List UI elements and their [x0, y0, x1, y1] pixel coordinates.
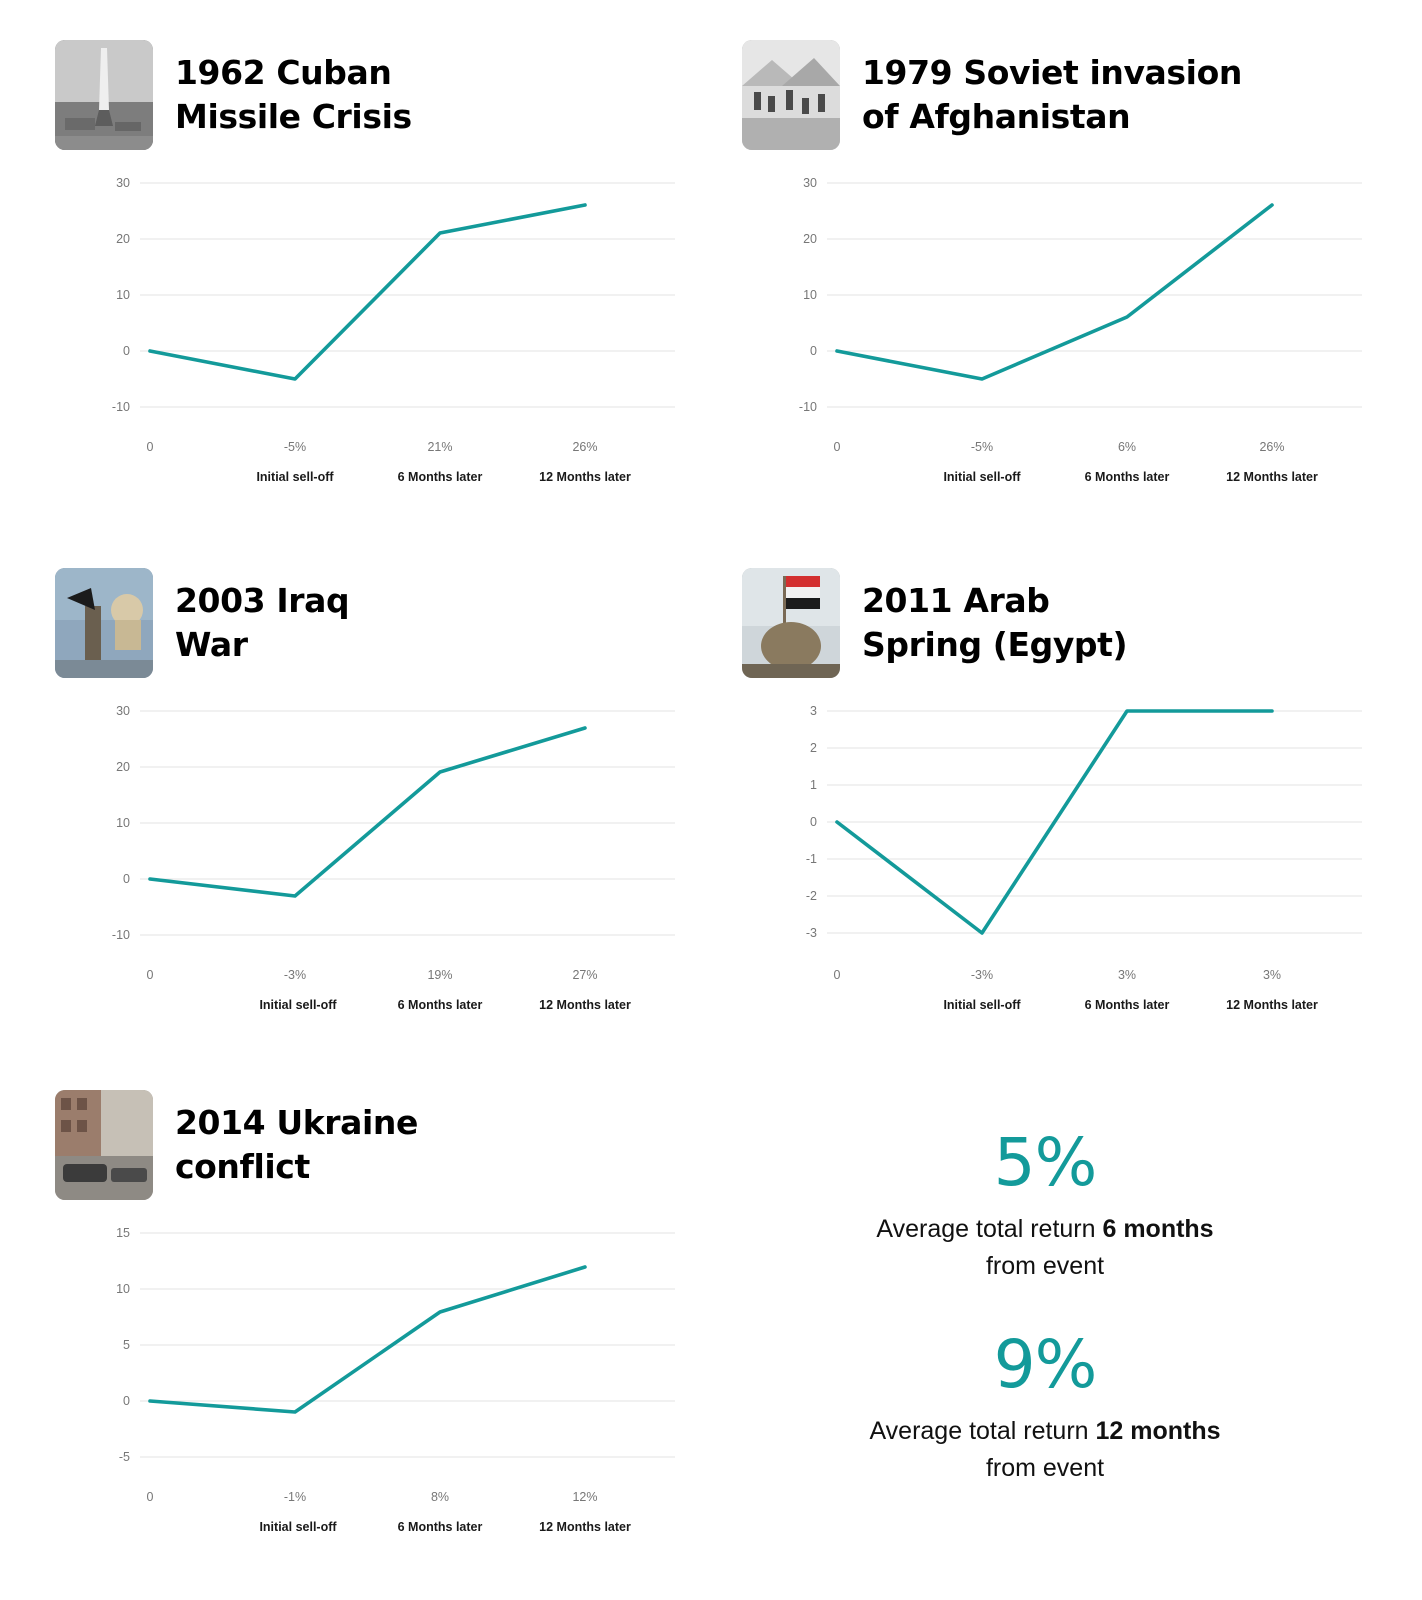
svg-text:10: 10 — [116, 288, 130, 302]
svg-text:3: 3 — [810, 706, 817, 718]
chart-panel-ukraine-conflict — [55, 1090, 675, 1534]
point-label-1: -1% — [283, 1490, 307, 1504]
svg-text:-5: -5 — [118, 1450, 130, 1464]
point-label-2: 6% — [1117, 440, 1137, 454]
chart-plot-area — [742, 178, 1362, 438]
stat-caption-post: from event — [985, 1453, 1105, 1482]
svg-text:1: 1 — [810, 778, 817, 792]
chart-panel-soviet-invasion-afghanistan — [742, 40, 1362, 484]
svg-text:10: 10 — [116, 1282, 130, 1296]
panel-title — [862, 579, 1127, 666]
chart-plot-area — [55, 178, 675, 438]
panel-title — [862, 51, 1242, 138]
svg-text:0: 0 — [123, 1394, 130, 1408]
point-label-2: 19% — [427, 968, 453, 982]
panel-header — [742, 40, 1362, 150]
svg-text:20: 20 — [116, 760, 130, 774]
chart-plot-area — [742, 706, 1362, 966]
point-label-1: -3% — [283, 968, 307, 982]
svg-text:2: 2 — [810, 741, 817, 755]
panel-title-line2: Missile Crisis — [175, 97, 412, 136]
stat-caption-6-months — [765, 1211, 1325, 1284]
svg-text:30: 30 — [116, 706, 130, 718]
stat-value-12-months: 9% — [993, 1326, 1097, 1403]
svg-text:0: 0 — [123, 872, 130, 886]
panel-title-line2: conflict — [175, 1147, 310, 1186]
stat-caption-pre: Average total return — [876, 1215, 1103, 1244]
svg-text:0: 0 — [123, 344, 130, 358]
category-label-6-months: 6 Months later — [397, 1520, 483, 1534]
point-label-3: 12% — [572, 1490, 598, 1504]
category-label-6-months: 6 Months later — [397, 998, 483, 1012]
point-label-2: 8% — [430, 1490, 450, 1504]
chart-panel-arab-spring-egypt — [742, 568, 1362, 1012]
missile-launch-photo-thumbnail — [55, 40, 153, 150]
category-label-12-months: 12 Months later — [1226, 470, 1318, 484]
summary-stat-12-months — [765, 1326, 1325, 1486]
panel-title-line1: 2014 Ukraine — [175, 1103, 419, 1143]
stat-caption-post: from event — [985, 1251, 1105, 1280]
svg-text:20: 20 — [116, 232, 130, 246]
stat-caption-bold: 6 months — [1102, 1215, 1214, 1244]
panel-header — [55, 1090, 675, 1200]
svg-text:20: 20 — [803, 232, 817, 246]
point-label-0: 0 — [146, 1490, 154, 1504]
chart-plot-area — [55, 706, 675, 966]
point-label-2: 21% — [427, 440, 453, 454]
line-chart-iraq — [55, 706, 675, 1012]
panel-header — [55, 568, 675, 678]
point-label-0: 0 — [146, 968, 154, 982]
svg-text:15: 15 — [116, 1228, 130, 1240]
category-label-12-months: 12 Months later — [539, 470, 631, 484]
svg-text:30: 30 — [116, 178, 130, 190]
svg-text:-10: -10 — [111, 928, 130, 942]
svg-text:5: 5 — [123, 1338, 130, 1352]
burned-street-photo-thumbnail — [55, 1090, 153, 1200]
summary-stat-6-months — [765, 1124, 1325, 1284]
panel-title — [175, 579, 349, 666]
panel-title-line2: War — [175, 625, 248, 664]
statue-toppling-photo-thumbnail — [55, 568, 153, 678]
svg-text:10: 10 — [116, 816, 130, 830]
protester-flag-photo-thumbnail — [742, 568, 840, 678]
soldiers-mountain-photo-thumbnail — [742, 40, 840, 150]
point-label-1: -5% — [970, 440, 994, 454]
panel-title — [175, 1101, 418, 1188]
svg-text:-10: -10 — [798, 400, 817, 414]
svg-text:-10: -10 — [111, 400, 130, 414]
panel-title-line1: 1962 Cuban — [175, 53, 392, 93]
category-label-12-months: 12 Months later — [539, 1520, 631, 1534]
point-label-3: 26% — [572, 440, 598, 454]
svg-text:-2: -2 — [805, 889, 817, 903]
chart-panel-cuban-missile-crisis — [55, 40, 675, 484]
stat-value-6-months: 5% — [993, 1124, 1097, 1201]
chart-plot-area — [55, 1228, 675, 1488]
panel-title-line1: 1979 Soviet invasion — [862, 53, 1242, 93]
line-chart-arab-spring — [742, 706, 1362, 1012]
category-label-12-months: 12 Months later — [1226, 998, 1318, 1012]
category-label-initial-selloff: Initial sell-off — [943, 998, 1021, 1012]
point-label-3: 3% — [1262, 968, 1282, 982]
stat-caption-12-months — [765, 1413, 1325, 1486]
point-label-2: 3% — [1117, 968, 1137, 982]
panel-title — [175, 51, 412, 138]
svg-text:0: 0 — [810, 815, 817, 829]
svg-text:0: 0 — [810, 344, 817, 358]
point-label-0: 0 — [146, 440, 154, 454]
category-label-initial-selloff: Initial sell-off — [259, 998, 337, 1012]
chart-panel-iraq-war — [55, 568, 675, 1012]
svg-text:-1: -1 — [805, 852, 817, 866]
panel-header — [55, 40, 675, 150]
panel-title-line1: 2011 Arab — [862, 581, 1050, 621]
category-label-initial-selloff: Initial sell-off — [259, 1520, 337, 1534]
panel-title-line2: Spring (Egypt) — [862, 625, 1128, 664]
line-chart-cuban — [55, 178, 675, 484]
svg-text:10: 10 — [803, 288, 817, 302]
panel-header — [742, 568, 1362, 678]
svg-text:-3: -3 — [805, 926, 817, 940]
category-label-initial-selloff: Initial sell-off — [256, 470, 334, 484]
category-label-6-months: 6 Months later — [1084, 470, 1170, 484]
category-label-initial-selloff: Initial sell-off — [943, 470, 1021, 484]
line-chart-afghanistan — [742, 178, 1362, 484]
point-label-1: -5% — [283, 440, 307, 454]
point-label-0: 0 — [833, 968, 841, 982]
panel-title-line2: of Afghanistan — [862, 97, 1131, 136]
category-label-12-months: 12 Months later — [539, 998, 631, 1012]
stat-caption-bold: 12 months — [1095, 1417, 1221, 1446]
point-label-3: 26% — [1259, 440, 1285, 454]
category-label-6-months: 6 Months later — [397, 470, 483, 484]
panel-title-line1: 2003 Iraq — [175, 581, 350, 621]
point-label-1: -3% — [970, 968, 994, 982]
category-label-6-months: 6 Months later — [1084, 998, 1170, 1012]
stat-caption-pre: Average total return — [869, 1417, 1096, 1446]
point-label-0: 0 — [833, 440, 841, 454]
svg-text:30: 30 — [803, 178, 817, 190]
point-label-3: 27% — [572, 968, 598, 982]
line-chart-ukraine — [55, 1228, 675, 1534]
